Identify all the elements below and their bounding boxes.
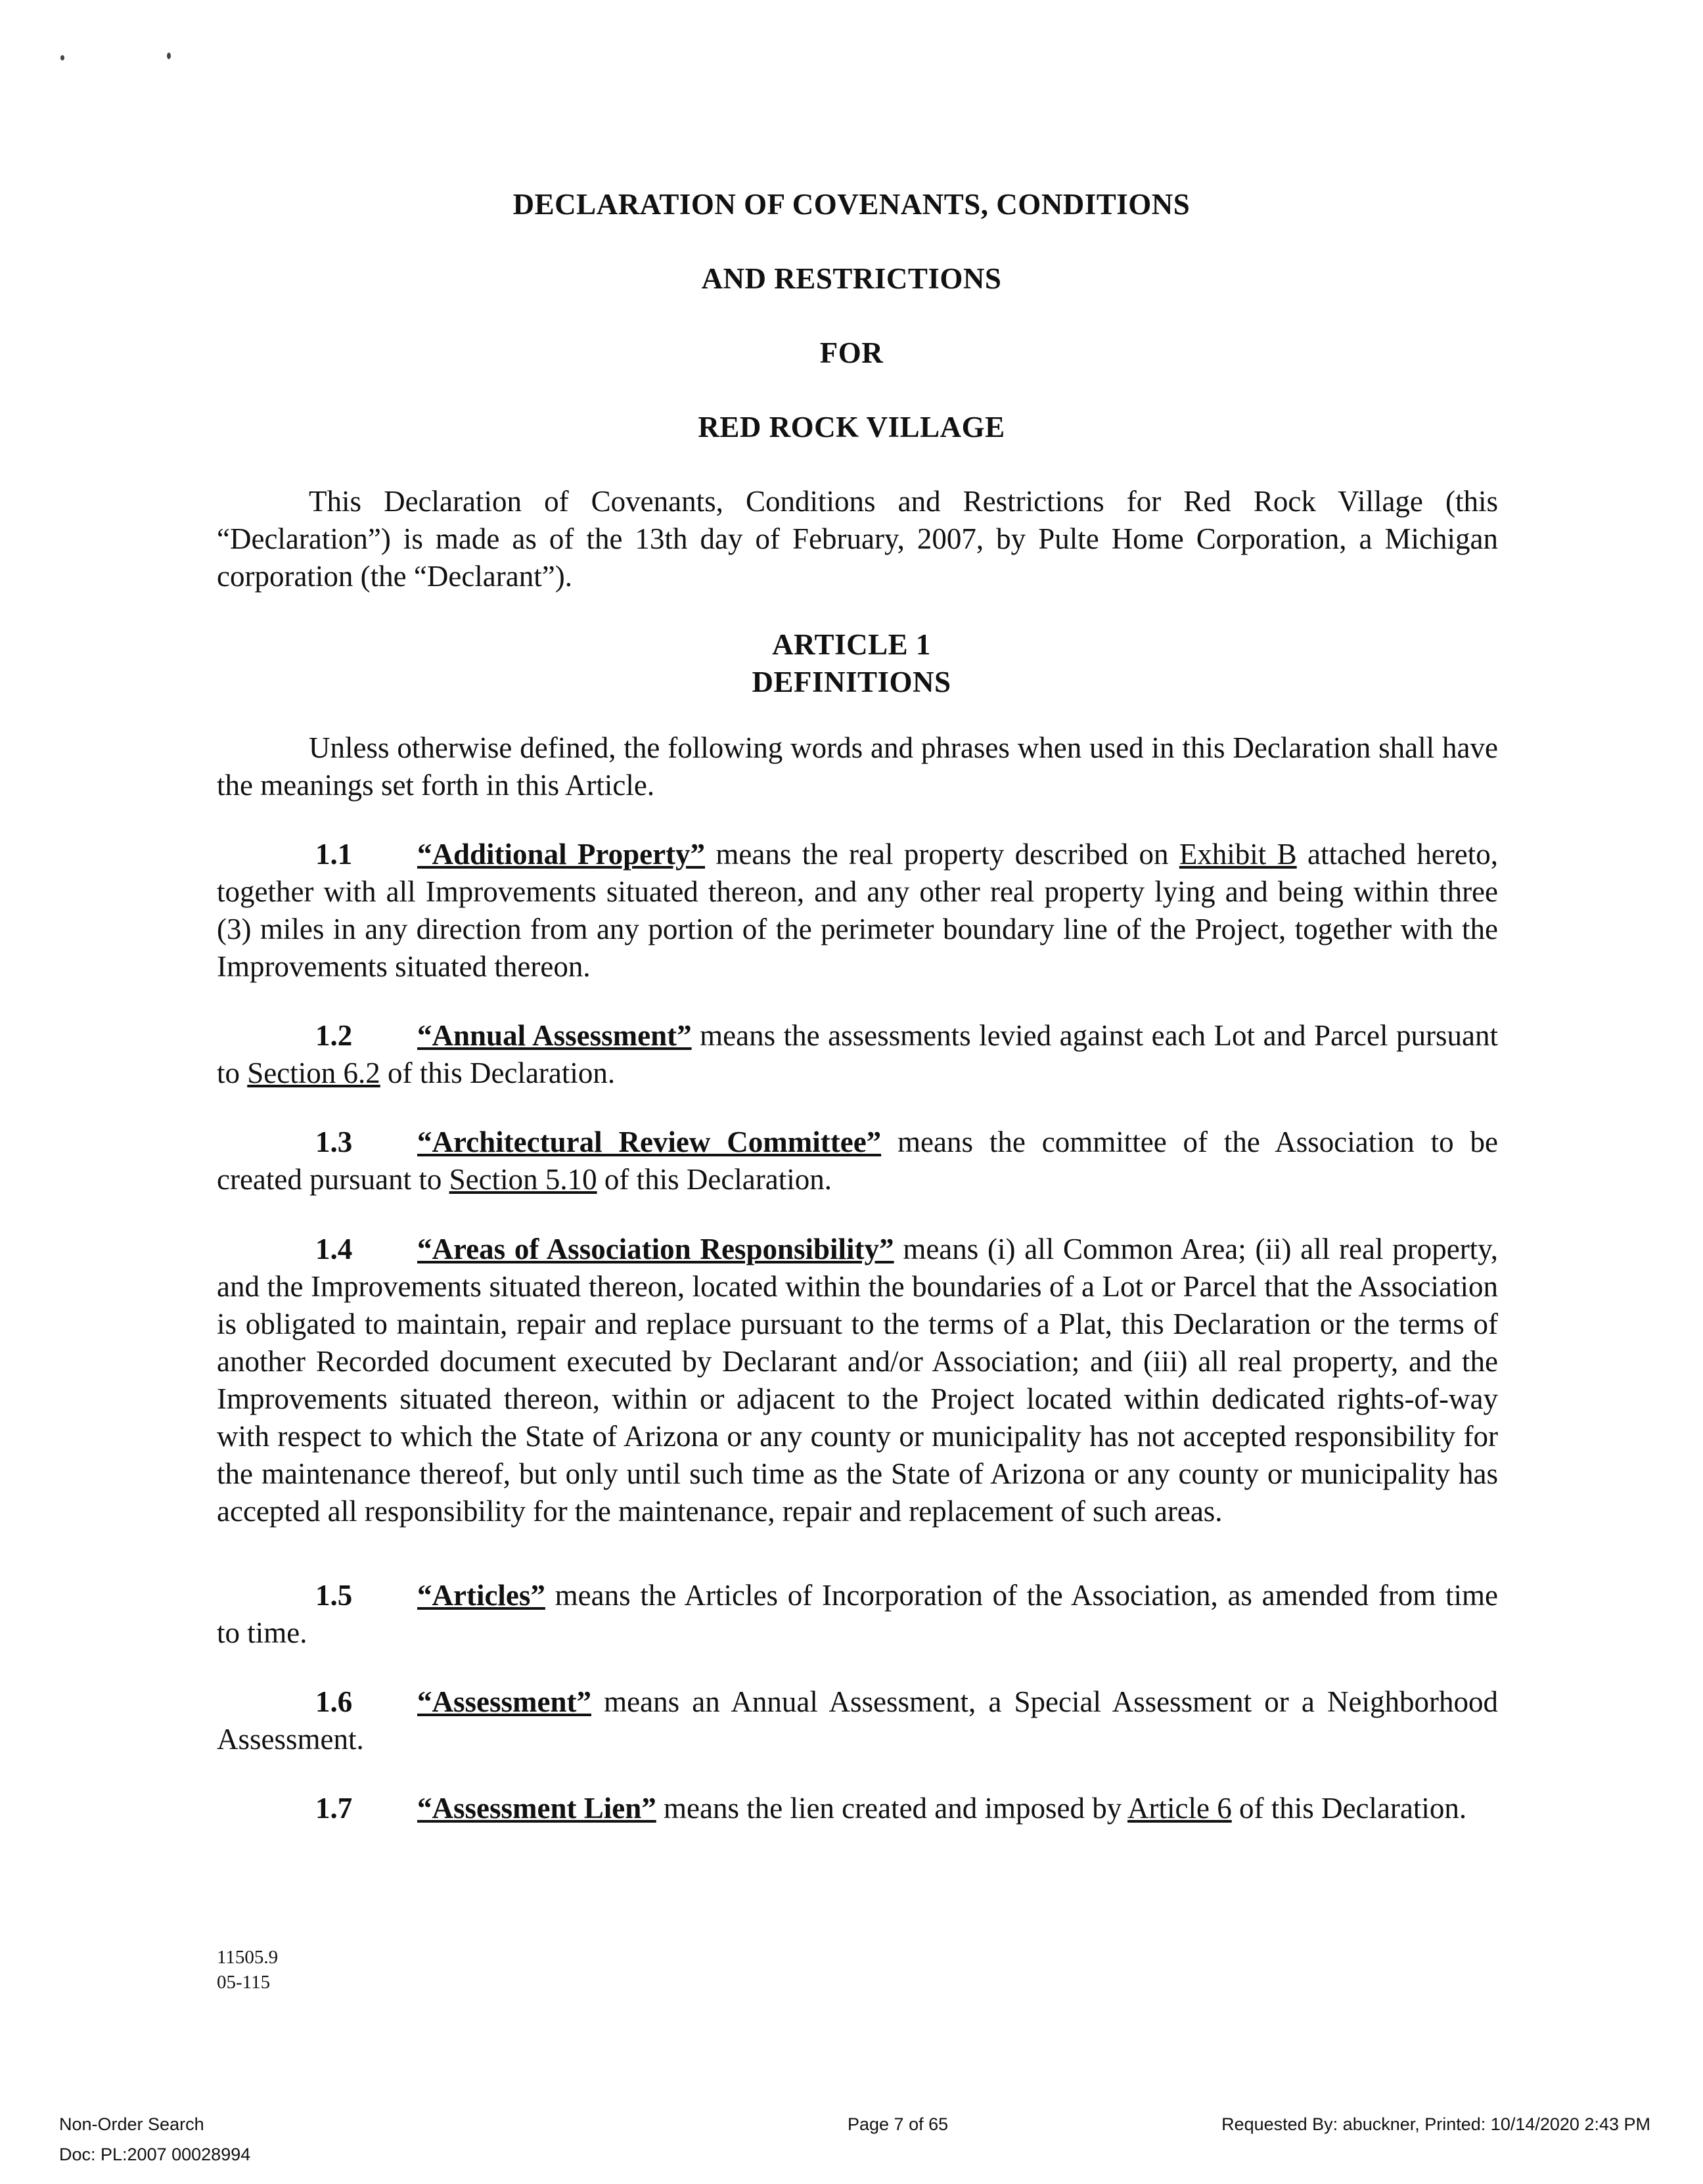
title-line-2: AND RESTRICTIONS <box>701 262 1002 295</box>
definition-1-6 <box>217 1683 1498 1758</box>
definition-number: 1.5 <box>315 1579 353 1612</box>
definition-term: “Areas of Association Responsibility” <box>417 1233 894 1265</box>
definition-text: means the real property described on <box>705 838 1179 871</box>
definition-number: 1.6 <box>315 1685 353 1718</box>
document-id <box>217 1945 278 1995</box>
footer-page-number: Page 7 of 65 <box>848 2114 949 2134</box>
scan-speck <box>167 53 171 59</box>
title-line-4: RED ROCK VILLAGE <box>698 411 1005 444</box>
definition-term: “Assessment” <box>417 1685 591 1718</box>
definition-text: means (i) all Common Area; (ii) all real property, and the Improvements situated thereon, located within the boundaries of a Lot or Parcel that the Association is obligated to maintain, repair and replace pursuant to the terms of a Plat, this Declaration or the terms of another Recorded document executed by Declarant and/or Association; and (iii) all real property, and the Improvements situated thereon, within or adjacent to the Project located within dedicated rights-of-way with respect to which the State of Arizona or any county or municipality has not accepted responsibility for the maintenance thereof, but only until such time as the State of Arizona or any county or municipality has accepted all responsibility for the maintenance, repair and replacement of such areas. <box>217 1233 1499 1528</box>
footer-left-line-1: Non-Order Search <box>59 2114 204 2134</box>
footer-requested-by: Requested By: abuckner, Printed: 10/14/2020 2:43 PM <box>1221 2114 1650 2134</box>
definition-1-4 <box>217 1231 1498 1530</box>
definition-term: “Additional Property” <box>417 838 706 871</box>
definition-text: of this Declaration. <box>597 1163 832 1196</box>
scan-speck <box>60 55 64 60</box>
definition-1-3 <box>217 1124 1498 1198</box>
title-line-3: FOR <box>819 336 884 369</box>
definition-text: of this Declaration. <box>1231 1792 1467 1825</box>
definition-number: 1.7 <box>315 1792 353 1825</box>
definition-text: means the Articles of Incorporation of the Association, as amended from time to time. <box>217 1579 1498 1649</box>
definition-text: attached hereto, together with all Improvements situated thereon, and any other real property lying and being within three (3) miles in any direction from any portion of the perimeter boundary line of the Project, together with the Improvements situated thereon. <box>217 838 1498 983</box>
definition-1-5 <box>217 1577 1498 1652</box>
definition-text: means the lien created and imposed by <box>656 1792 1128 1825</box>
definition-1-7 <box>217 1790 1498 1827</box>
definition-term: “Annual Assessment” <box>417 1019 692 1052</box>
definition-number: 1.3 <box>315 1126 353 1158</box>
definition-reference: Section 5.10 <box>449 1163 597 1196</box>
definition-number: 1.2 <box>315 1019 353 1052</box>
definition-reference: Article 6 <box>1127 1792 1232 1825</box>
article-lead-text: Unless otherwise defined, the following words and phrases when used in this Declaration shall have the meanings set forth in this Article. <box>217 731 1498 802</box>
article-lead-paragraph <box>217 729 1498 804</box>
definition-number: 1.1 <box>315 838 353 871</box>
definition-reference: Exhibit B <box>1179 838 1297 871</box>
definition-1-1 <box>217 836 1498 986</box>
definition-text: means the assessments levied against each Lot and Parcel pursuant to <box>217 1019 1498 1089</box>
definition-number: 1.4 <box>315 1233 353 1265</box>
document-id-line-1: 11505.9 <box>217 1947 279 1968</box>
title-line-1: DECLARATION OF COVENANTS, CONDITIONS <box>512 188 1191 221</box>
footer-left-line-2: Doc: PL:2007 00028994 <box>59 2145 251 2164</box>
definition-text: of this Declaration. <box>380 1057 616 1089</box>
definition-1-2 <box>217 1017 1498 1092</box>
definition-term: “Articles” <box>417 1579 545 1612</box>
document-id-line-2: 05-115 <box>217 1972 271 1993</box>
intro-text: This Declaration of Covenants, Conditions and Restrictions for Red Rock Village (this “Declaration”) is made as of the 13th day of February, 2007, by Pulte Home Corporation, a Michigan corporation (the “Declarant”). <box>217 485 1498 593</box>
definition-text: means an Annual Assessment, a Special Assessment or a Neighborhood Assessment. <box>217 1685 1498 1756</box>
definition-text: means the committee of the Association to be created pursuant to <box>217 1126 1498 1196</box>
intro-paragraph <box>217 483 1498 595</box>
article-subheading: DEFINITIONS <box>752 666 951 698</box>
definition-term: “Architectural Review Committee” <box>417 1126 882 1158</box>
definition-reference: Section 6.2 <box>247 1057 380 1089</box>
article-heading: ARTICLE 1 <box>772 628 931 661</box>
definition-term: “Assessment Lien” <box>417 1792 656 1825</box>
